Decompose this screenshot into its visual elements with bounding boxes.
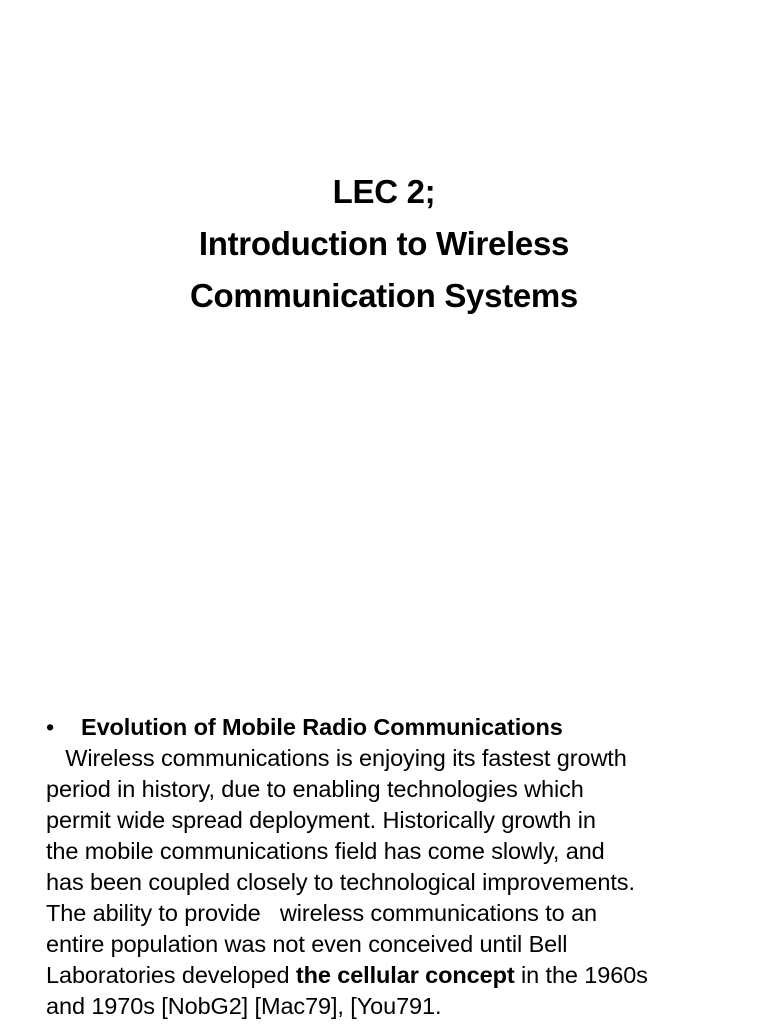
paragraph-line: has been coupled closely to technological improvements. — [46, 869, 635, 895]
paragraph-text: in the 1960s — [514, 962, 648, 988]
slide-body — [46, 712, 746, 1022]
section-heading: Evolution of Mobile Radio Communications — [81, 714, 563, 740]
paragraph-line: Wireless communications is enjoying its fastest growth — [46, 745, 627, 771]
paragraph-line: the mobile communications field has come slowly, and — [46, 838, 605, 864]
paragraph-line-cellular — [46, 960, 746, 991]
paragraph-text: Laboratories developed — [46, 962, 296, 988]
bullet-icon: • — [46, 714, 55, 740]
paragraph-line: permit wide spread deployment. Historically growth in — [46, 807, 596, 833]
paragraph-line-citations: and 1970s [NobG2] [Mac79], [You791. — [46, 993, 442, 1019]
cellular-concept-emphasis: the cellular concept — [295, 962, 515, 988]
paragraph-line: period in history, due to enabling technologies which — [46, 776, 584, 802]
title-line-intro: Introduction to Wireless — [198, 225, 570, 262]
paragraph-line: entire population was not even conceived until Bell — [46, 931, 568, 957]
title-line-systems: Communication Systems — [190, 277, 578, 314]
body-paragraph — [46, 743, 746, 1022]
title-line-lecture: LEC 2; — [332, 173, 436, 210]
bullet-item — [46, 712, 746, 743]
paragraph-line: The ability to provide wireless communications to an — [46, 900, 598, 926]
slide-title — [0, 166, 768, 322]
